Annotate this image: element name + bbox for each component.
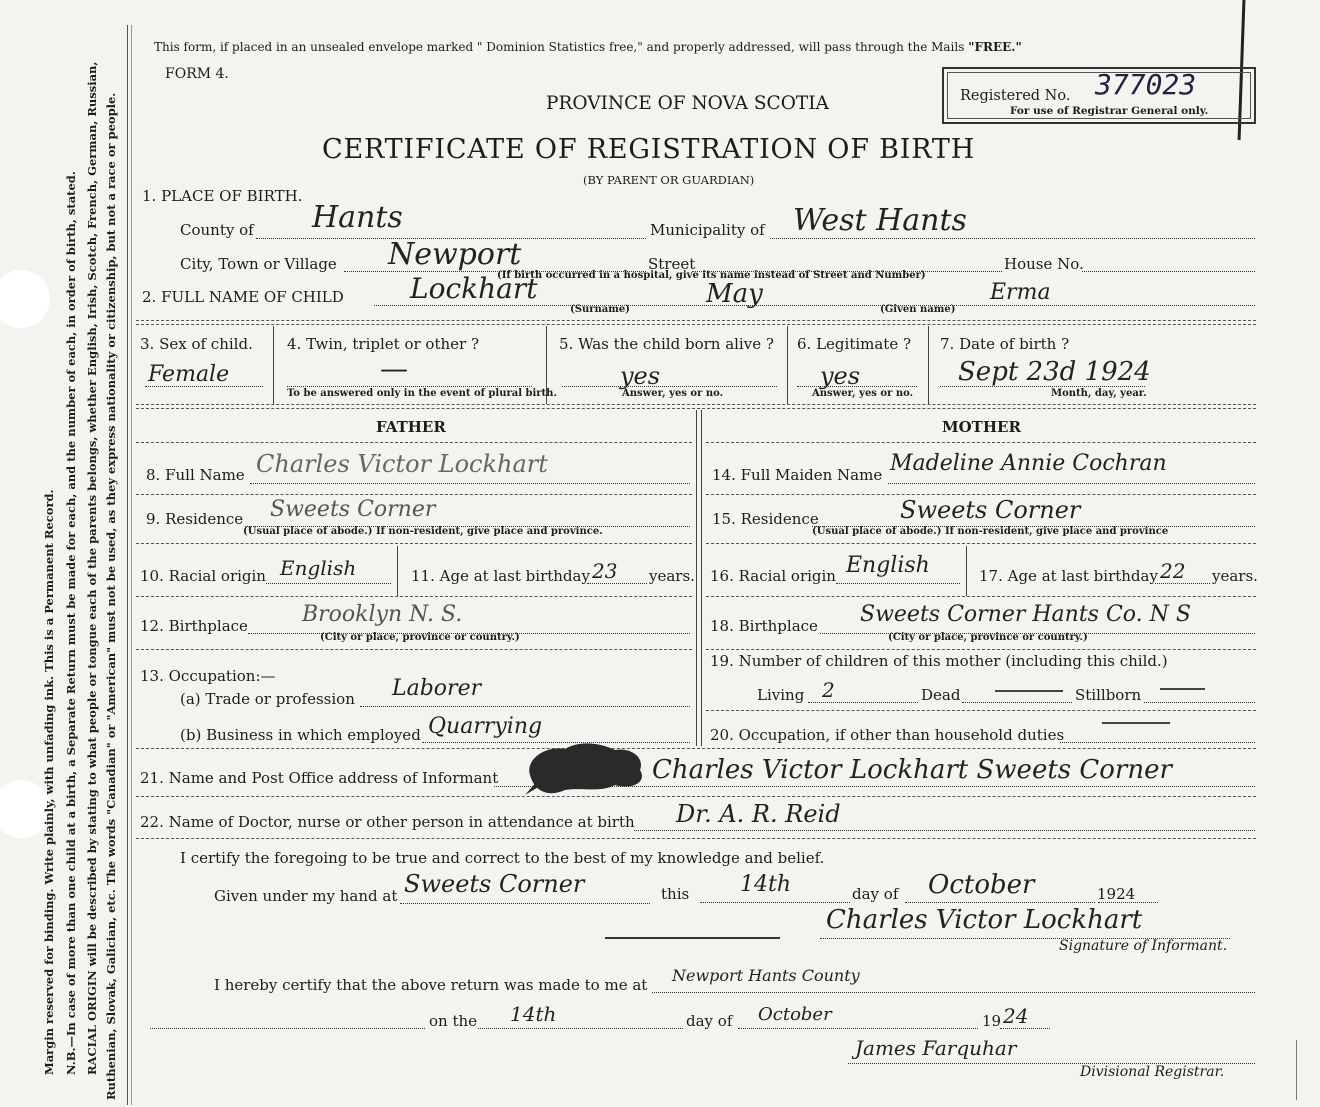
registered-label: Registered No. — [960, 88, 1071, 104]
mother-bp-note: (City or place, province or country.) — [888, 632, 1088, 643]
given-note: (Given name) — [880, 304, 956, 315]
county-label: County of — [180, 221, 254, 239]
father-race-label: 10. Racial origin — [140, 567, 266, 585]
cert-month-line — [905, 902, 1095, 903]
doctor-value: Dr. A. R. Reid — [676, 800, 841, 828]
alive-value: yes — [620, 362, 661, 390]
legit-label: 6. Legitimate ? — [797, 335, 912, 353]
margin-racial-note-1: RACIAL ORIGIN will be described by stating to what people or tongue each of the parents belongs, whether English, Irish, Scotch, French, German, Russian, — [85, 61, 99, 1075]
ink-blot — [520, 735, 650, 800]
informant-signature: Charles Victor Lockhart — [826, 905, 1143, 935]
registered-number: 377023 — [1095, 68, 1197, 101]
margin-binding-note: Margin reserved for binding. Write plainly, with unfading ink. This is a Permanent Record. — [42, 489, 56, 1075]
twin-label: 4. Twin, triplet or other ? — [287, 335, 479, 353]
father-biz-label: (b) Business in which employed — [180, 726, 421, 744]
dob-value: Sept 23d 1924 — [958, 357, 1151, 387]
county-value: Hants — [312, 200, 403, 235]
sex-label: 3. Sex of child. — [140, 335, 253, 353]
surname-note: (Surname) — [570, 304, 630, 315]
municipality-value: West Hants — [793, 203, 967, 238]
street-label: Street — [648, 255, 696, 273]
child-given-1: May — [706, 279, 763, 309]
rule-f8 — [136, 494, 692, 495]
twin-line — [287, 386, 532, 387]
mother-race-line — [836, 583, 960, 584]
mail-free: "FREE." — [968, 40, 1022, 54]
doctor-line — [634, 830, 1255, 831]
mother-res-label: 15. Residence — [712, 510, 819, 528]
informant-label: 21. Name and Post Office address of Informant — [140, 769, 499, 787]
street-note: (If birth occurred in a hospital, give its name instead of Street and Number) — [497, 270, 926, 281]
father-name-label: 8. Full Name — [146, 466, 245, 484]
rule-f12 — [136, 649, 692, 650]
alive-note: Answer, yes or no. — [622, 388, 724, 399]
father-race-value: English — [280, 556, 357, 580]
informant-value: Charles Victor Lockhart Sweets Corner — [652, 755, 1172, 785]
father-res-label: 9. Residence — [146, 510, 244, 528]
mother-age-label: 17. Age at last birthday — [979, 567, 1158, 585]
mother-bp-label: 18. Birthplace — [710, 617, 818, 635]
mother-age-unit: years. — [1212, 567, 1258, 585]
registrar-label: Divisional Registrar. — [1080, 1064, 1225, 1080]
registrar-month-line — [738, 1028, 978, 1029]
registrar-day: 14th — [510, 1002, 557, 1026]
rule-mother-heading — [706, 442, 1256, 443]
margin-rule-inner — [131, 25, 132, 1105]
punch-hole-top — [0, 270, 50, 328]
cert-dayof-label: day of — [852, 885, 899, 903]
doctor-label: 22. Name of Doctor, nurse or other person in attendance at birth — [140, 813, 635, 831]
mother-occ-label: 20. Occupation, if other than household duties — [710, 726, 1065, 744]
dob-note: Month, day, year. — [1051, 388, 1147, 399]
father-trade-line — [360, 706, 690, 707]
child-name-line — [374, 305, 1255, 306]
province-heading: PROVINCE OF NOVA SCOTIA — [546, 93, 829, 114]
father-res-value: Sweets Corner — [270, 497, 436, 522]
parent-divider — [696, 410, 697, 746]
mother-dead-label: Dead — [921, 686, 961, 704]
father-race-line — [266, 583, 391, 584]
mother-res-value: Sweets Corner — [900, 496, 1081, 524]
margin-nb-note: N.B.—In case of more than one child at a birth, a Separate Return must be made for each, and the number of each, in order of birth, stated. — [64, 171, 78, 1075]
rule-m19 — [706, 710, 1256, 711]
registrar-place-line — [652, 992, 1255, 993]
mother-res-note: (Usual place of abode.) If non-resident, give place and province — [812, 526, 1169, 537]
mother-name-label: 14. Full Maiden Name — [712, 466, 883, 484]
father-name-line — [250, 483, 690, 484]
mother-race-value: English — [846, 553, 930, 578]
cert-year-line — [1098, 902, 1158, 903]
dob-label: 7. Date of birth ? — [940, 335, 1070, 353]
mother-dead-dash — [995, 690, 1063, 692]
rule-m14 — [706, 494, 1256, 495]
margin-rule — [127, 25, 128, 1105]
cert-statement: I certify the foregoing to be true and correct to the best of my knowledge and belief. — [180, 849, 825, 867]
rule-after-22 — [136, 838, 1256, 839]
registrar-year-prefix: 19 — [982, 1012, 1002, 1030]
margin-racial-note-2: Ruthenian, Slovak, Galician, etc. The words "Canadian" or "American" must not be used, as they express nationality or citizenship, but not a race or people. — [104, 92, 118, 1100]
father-race-divider — [397, 546, 398, 596]
place-of-birth-label: 1. PLACE OF BIRTH. — [142, 187, 303, 205]
mother-still-dash — [1160, 688, 1205, 690]
informant-sig-label: Signature of Informant. — [1059, 938, 1228, 954]
registered-note: For use of Registrar General only. — [1010, 105, 1209, 117]
mother-living-line — [808, 702, 918, 703]
registrar-day-line — [478, 1028, 683, 1029]
father-bp-value: Brooklyn N. S. — [302, 602, 463, 627]
cert-given-label: Given under my hand at — [214, 887, 398, 905]
house-label: House No. — [1004, 255, 1084, 273]
registrar-dayof-label: day of — [686, 1012, 733, 1030]
registrar-year-line — [1000, 1028, 1050, 1029]
rule-m18 — [706, 649, 1256, 650]
rule-f10 — [136, 596, 692, 597]
child-surname: Lockhart — [410, 272, 538, 305]
mother-dead-line — [962, 702, 1072, 703]
mother-still-line — [1144, 702, 1255, 703]
col-divider-4 — [928, 326, 929, 404]
mother-age-line — [1155, 583, 1210, 584]
page-title: CERTIFICATE OF REGISTRATION OF BIRTH — [322, 134, 976, 165]
rule-after-parents — [136, 748, 1256, 749]
father-occ-label: 13. Occupation:— — [140, 667, 276, 685]
rule-after-name — [136, 320, 1256, 321]
municipality-label: Municipality of — [650, 221, 765, 239]
child-given-2: Erma — [990, 280, 1051, 305]
alive-label: 5. Was the child born alive ? — [559, 335, 774, 353]
cert-day: 14th — [740, 872, 792, 897]
registrar-statement: I hereby certify that the above return was made to me at — [214, 976, 648, 994]
rule-m15 — [706, 543, 1256, 544]
father-heading: FATHER — [376, 418, 446, 436]
father-age-line — [587, 583, 647, 584]
mother-bp-value: Sweets Corner Hants Co. N S — [860, 602, 1191, 627]
legit-value: yes — [820, 362, 861, 390]
twin-value: — — [380, 352, 408, 385]
rule-f9 — [136, 543, 692, 544]
mother-occ-dash — [1102, 722, 1170, 724]
mother-name-line — [888, 483, 1255, 484]
father-res-note: (Usual place of abode.) If non-resident, give place and province. — [243, 526, 603, 537]
alive-line — [562, 386, 777, 387]
municipality-line — [770, 238, 1255, 239]
father-trade-label: (a) Trade or profession — [180, 690, 355, 708]
twin-note: To be answered only in the event of plural birth. — [287, 388, 557, 399]
cert-place: Sweets Corner — [404, 870, 585, 898]
registrar-month: October — [758, 1004, 832, 1025]
mother-race-divider — [966, 546, 967, 596]
child-name-label: 2. FULL NAME OF CHILD — [142, 288, 344, 306]
rule-after-items — [136, 404, 1256, 405]
cert-day-line — [700, 902, 850, 903]
cert-place-line — [400, 903, 650, 904]
father-name-value: Charles Victor Lockhart — [256, 450, 548, 478]
rule-father-heading — [136, 442, 692, 443]
registrar-year-suffix: 24 — [1003, 1004, 1029, 1028]
father-biz-value: Quarrying — [428, 714, 543, 739]
registrar-place: Newport Hants County — [672, 966, 860, 985]
rule-m16 — [706, 596, 1256, 597]
mail-notice-text: This form, if placed in an unsealed envelope marked " Dominion Statistics free," and properly addressed, will pass through the Mails — [154, 40, 965, 54]
father-age-value: 23 — [592, 559, 618, 583]
legit-note: Answer, yes or no. — [812, 388, 914, 399]
registrar-pre-line — [150, 1028, 425, 1029]
mother-occ-line — [1060, 742, 1255, 743]
city-value: Newport — [388, 237, 522, 272]
mail-notice — [154, 40, 1022, 54]
father-trade-value: Laborer — [392, 676, 482, 701]
sex-value: Female — [148, 362, 230, 387]
mother-living-value: 2 — [822, 678, 835, 702]
father-bp-note: (City or place, province or country.) — [320, 632, 520, 643]
col-divider-1 — [273, 326, 274, 404]
rule-after-name-2 — [136, 324, 1256, 325]
mother-living-label: Living — [757, 686, 805, 704]
cert-year: 1924 — [1097, 885, 1136, 903]
page-subtitle: (BY PARENT OR GUARDIAN) — [583, 173, 755, 187]
father-age-label: 11. Age at last birthday — [411, 567, 590, 585]
mother-heading: MOTHER — [942, 418, 1021, 436]
mother-children-label: 19. Number of children of this mother (including this child.) — [710, 652, 1168, 670]
col-divider-3 — [787, 326, 788, 404]
cert-month: October — [928, 870, 1035, 900]
father-bp-label: 12. Birthplace — [140, 617, 248, 635]
form-number: FORM 4. — [165, 66, 229, 82]
cert-sig-rule — [605, 937, 780, 939]
registrar-signature: James Farquhar — [855, 1036, 1017, 1060]
mother-name-value: Madeline Annie Cochran — [890, 451, 1167, 476]
mother-age-value: 22 — [1160, 559, 1186, 583]
cert-this-label: this — [661, 885, 690, 903]
rule-after-21 — [136, 796, 1256, 797]
city-label: City, Town or Village — [180, 255, 337, 273]
rule-after-items-2 — [136, 408, 1256, 409]
parent-divider-2 — [701, 410, 702, 746]
mother-still-label: Stillborn — [1075, 686, 1142, 704]
right-edge-tick — [1296, 1040, 1297, 1100]
mother-race-label: 16. Racial origin — [710, 567, 836, 585]
registrar-on-label: on the — [429, 1012, 478, 1030]
house-line — [1082, 271, 1255, 272]
father-age-unit: years. — [649, 567, 695, 585]
